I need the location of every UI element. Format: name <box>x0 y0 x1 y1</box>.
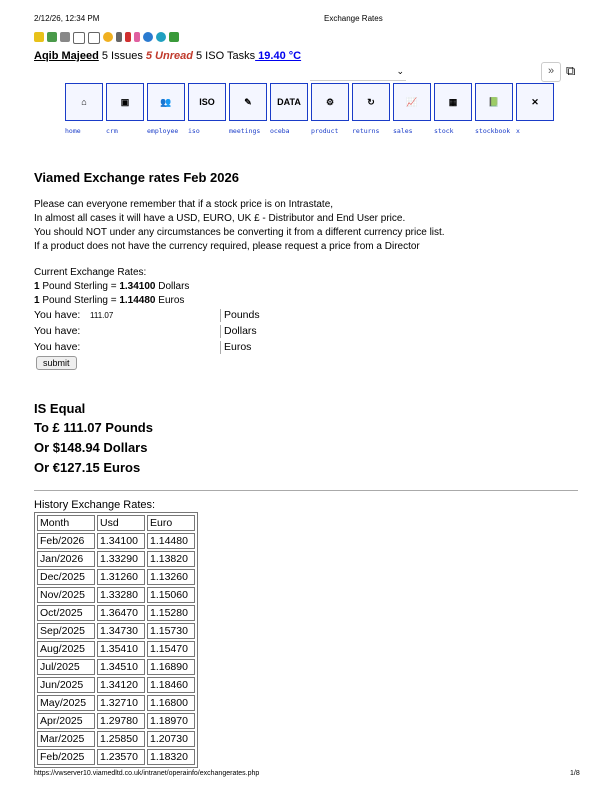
heart-icon[interactable] <box>134 32 140 42</box>
cell-usd: 1.34100 <box>97 533 145 549</box>
employee-glyph: 👥 <box>160 96 172 107</box>
table-row <box>37 641 195 657</box>
table-row <box>37 569 195 585</box>
print-title: Exchange Rates <box>324 14 383 23</box>
cell-month: Dec/2025 <box>37 569 95 585</box>
cloud-icon[interactable] <box>156 32 166 42</box>
table-row <box>37 623 195 639</box>
cell-month: Jan/2026 <box>37 551 95 567</box>
eur-text: Pound Sterling = <box>39 295 120 306</box>
bookmark-icon[interactable] <box>125 32 131 42</box>
cell-euro: 1.13260 <box>147 569 195 585</box>
table-row <box>37 695 195 711</box>
cell-euro: 1.13820 <box>147 551 195 567</box>
quick-icons-bar <box>34 32 179 44</box>
cell-usd: 1.34120 <box>97 677 145 693</box>
usd-prefix: 1 <box>34 281 40 292</box>
cell-euro: 1.16800 <box>147 695 195 711</box>
label-stock[interactable]: stock <box>434 127 454 135</box>
quick-select[interactable] <box>310 66 406 81</box>
table-row <box>37 659 195 675</box>
temperature-link[interactable]: 19.40 °C <box>255 50 302 62</box>
table-header-row <box>37 515 195 531</box>
eur-prefix: 1 <box>34 295 40 306</box>
gear-icon[interactable] <box>60 32 70 42</box>
cell-euro: 1.18320 <box>147 749 195 765</box>
eur-rate: 1.14480 <box>119 295 156 306</box>
cell-usd: 1.31260 <box>97 569 145 585</box>
cell-usd: 1.34510 <box>97 659 145 675</box>
usd-rate-line <box>34 280 189 294</box>
app-toolbar <box>65 83 554 121</box>
euros-unit: Euros <box>224 341 252 353</box>
table-row <box>37 749 195 765</box>
cell-usd: 1.23570 <box>97 749 145 765</box>
label-meetings[interactable]: meetings <box>229 127 261 135</box>
label-product[interactable]: product <box>311 127 339 135</box>
unread-count[interactable]: 5 Unread <box>145 50 193 62</box>
expand-button[interactable]: » <box>541 62 561 82</box>
home-icon[interactable] <box>65 83 103 121</box>
cell-month: Feb/2026 <box>37 533 95 549</box>
user-status-line <box>34 50 301 62</box>
dollars-label: You have: <box>34 325 81 337</box>
cell-month: Oct/2025 <box>37 605 95 621</box>
cell-usd: 1.33280 <box>97 587 145 603</box>
cell-month: Nov/2025 <box>37 587 95 603</box>
pounds-row <box>34 309 260 322</box>
grid-icon[interactable] <box>73 32 85 44</box>
employee-icon[interactable] <box>147 83 185 121</box>
usd-text: Pound Sterling = <box>39 281 120 292</box>
cell-euro: 1.15280 <box>147 605 195 621</box>
footer-page: 1/8 <box>570 770 580 777</box>
issues-count: 5 Issues <box>98 50 146 62</box>
notice-line: In almost all cases it will have a USD, EURO, UK £ - Distributor and End User price. <box>34 213 406 224</box>
meetings-icon[interactable] <box>229 83 267 121</box>
sales-icon[interactable] <box>393 83 431 121</box>
table-row <box>37 713 195 729</box>
user-name: Aqib Majeed <box>34 50 99 62</box>
toolbar-labels <box>65 127 526 135</box>
close-icon[interactable] <box>516 83 554 121</box>
result-heading: IS Equal <box>34 401 86 416</box>
submit-button[interactable]: submit <box>36 356 77 370</box>
cell-month: Sep/2025 <box>37 623 95 639</box>
print-datetime: 2/12/26, 12:34 PM <box>34 14 100 23</box>
table-row <box>37 551 195 567</box>
meetings-glyph: ✎ <box>244 96 252 107</box>
flag-icon[interactable] <box>116 32 122 42</box>
home-glyph: ⌂ <box>81 97 87 107</box>
divider <box>34 490 578 491</box>
cell-month: Jun/2025 <box>37 677 95 693</box>
returns-icon[interactable] <box>352 83 390 121</box>
table-row <box>37 731 195 747</box>
euros-label: You have: <box>34 341 81 353</box>
header-euro: Euro <box>147 515 195 531</box>
product-icon[interactable] <box>311 83 349 121</box>
cell-euro: 1.16890 <box>147 659 195 675</box>
current-rates <box>34 266 189 308</box>
usd-unit: Dollars <box>155 281 190 292</box>
pounds-label: You have: <box>34 309 81 321</box>
eur-unit: Euros <box>155 295 185 306</box>
stock-glyph: ▦ <box>448 96 458 107</box>
cell-euro: 1.20730 <box>147 731 195 747</box>
dollars-unit: Dollars <box>224 325 257 337</box>
notice-line: If a product does not have the currency required, please request a price from a Director <box>34 241 420 252</box>
result-dollars: Or $148.94 Dollars <box>34 440 148 455</box>
cell-month: Mar/2025 <box>37 731 95 747</box>
cell-usd: 1.36470 <box>97 605 145 621</box>
cell-usd: 1.32710 <box>97 695 145 711</box>
cell-month: Feb/2025 <box>37 749 95 765</box>
cell-euro: 1.18460 <box>147 677 195 693</box>
cell-euro: 1.18970 <box>147 713 195 729</box>
sales-glyph: 📈 <box>406 96 418 107</box>
result-euros: Or €127.15 Euros <box>34 460 141 475</box>
star-icon[interactable] <box>34 32 44 42</box>
cell-euro: 1.15470 <box>147 641 195 657</box>
people-icon[interactable] <box>143 32 153 42</box>
usd-rate: 1.34100 <box>119 281 156 292</box>
crm-glyph: ▣ <box>120 96 130 107</box>
label-employee[interactable]: employee <box>147 127 179 135</box>
oceba-glyph: DATA <box>277 97 301 107</box>
cell-month: Jul/2025 <box>37 659 95 675</box>
cell-euro: 1.15060 <box>147 587 195 603</box>
history-table <box>34 512 198 768</box>
pounds-input[interactable]: 111.07 <box>90 309 221 322</box>
current-rates-title: Current Exchange Rates: <box>34 267 147 278</box>
cell-usd: 1.34730 <box>97 623 145 639</box>
cell-usd: 1.33290 <box>97 551 145 567</box>
label-stockbook[interactable]: stockbook <box>475 127 511 135</box>
header-month: Month <box>37 515 95 531</box>
label-sales[interactable]: sales <box>393 127 413 135</box>
table-row <box>37 587 195 603</box>
cell-usd: 1.29780 <box>97 713 145 729</box>
cell-usd: 1.25850 <box>97 731 145 747</box>
shop-icon[interactable] <box>169 32 179 42</box>
x-glyph: ✕ <box>531 96 539 107</box>
table-row <box>37 677 195 693</box>
page-title: Viamed Exchange rates Feb 2026 <box>34 170 239 185</box>
product-glyph: ⚙ <box>325 96 335 107</box>
header-usd: Usd <box>97 515 145 531</box>
cell-month: Apr/2025 <box>37 713 95 729</box>
table-row <box>37 533 195 549</box>
table-row <box>37 605 195 621</box>
euros-row <box>34 341 251 354</box>
label-home[interactable]: home <box>65 127 81 135</box>
oceba-data-icon[interactable] <box>270 83 308 121</box>
iso-tasks-count: 5 ISO Tasks <box>192 50 256 62</box>
copy-icon[interactable] <box>88 32 100 44</box>
chevron-down-icon: ⌄ <box>396 66 404 76</box>
cell-euro: 1.15730 <box>147 623 195 639</box>
external-link-icon[interactable]: ⧉ <box>566 63 576 78</box>
stockbook-glyph: 📗 <box>488 96 500 107</box>
label-x[interactable]: x <box>516 127 520 135</box>
notice-line: You should NOT under any circumstances be converting it from a different currency price list. <box>34 227 445 238</box>
eur-rate-line <box>34 294 189 308</box>
label-crm[interactable]: crm <box>106 127 118 135</box>
label-iso[interactable]: iso <box>188 127 200 135</box>
iso-icon[interactable] <box>188 83 226 121</box>
cell-month: Aug/2025 <box>37 641 95 657</box>
crm-icon[interactable] <box>106 83 144 121</box>
footer-url: https://vwserver10.viamedltd.co.uk/intranet/operainfo/exchangerates.php <box>34 770 260 777</box>
stock-icon[interactable] <box>434 83 472 121</box>
history-title: History Exchange Rates: <box>34 499 156 511</box>
cell-month: May/2025 <box>37 695 95 711</box>
notice-line: Please can everyone remember that if a stock price is on Intrastate, <box>34 199 334 210</box>
stockbook-icon[interactable] <box>475 83 513 121</box>
label-oceba[interactable]: oceba <box>270 127 290 135</box>
result-pounds: To £ 111.07 Pounds <box>34 420 153 435</box>
euros-input[interactable] <box>90 341 221 354</box>
dollars-row <box>34 325 257 338</box>
globe-icon[interactable] <box>47 32 57 42</box>
returns-glyph: ↻ <box>367 96 375 107</box>
notice-text <box>34 198 445 254</box>
iso-glyph: ISO <box>199 97 215 107</box>
label-returns[interactable]: returns <box>352 127 380 135</box>
dollars-input[interactable] <box>90 325 221 338</box>
cell-usd: 1.35410 <box>97 641 145 657</box>
pounds-unit: Pounds <box>224 309 260 321</box>
cell-euro: 1.14480 <box>147 533 195 549</box>
smile-icon[interactable] <box>103 32 113 42</box>
